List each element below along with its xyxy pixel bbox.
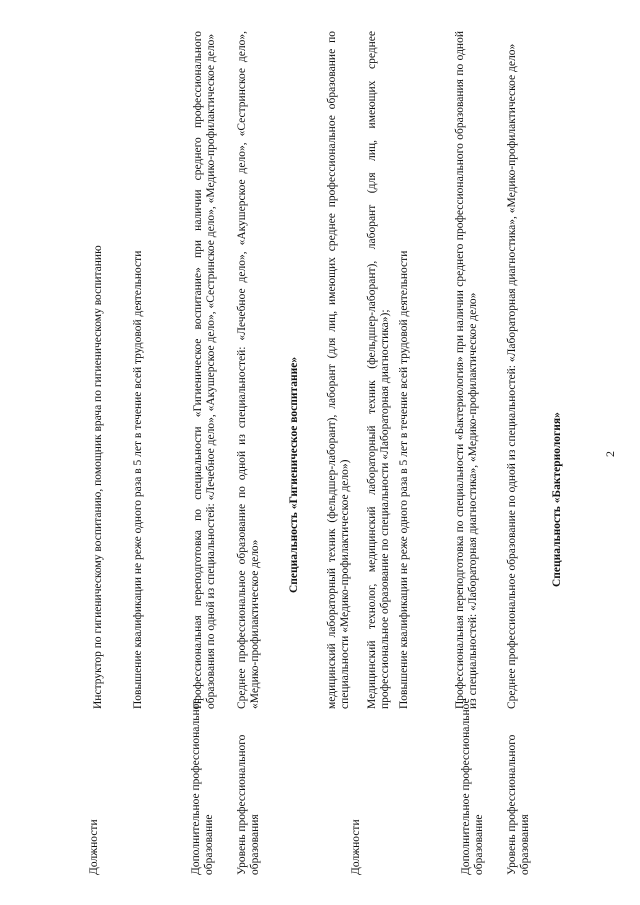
row-text-additional-education: Профессиональная переподготовка по специальности «Бактериология» при наличии среднего профессионального образования по одной из специальностей: «Лабораторная диагностика», «Медико-профилактическое дело» <box>454 31 479 709</box>
row-text-positions: Медицинский технолог, медицинский лабораторный техник (фельдшер-лаборант), лаборант (для лиц, имеющих среднее профессиональное образование по специальности «Лабораторная диагностика»); <box>366 31 391 709</box>
row-label-education-level-2: Уровень профессионального образования <box>236 734 261 875</box>
page-number: 2 <box>603 451 617 457</box>
row-label-positions: Должности <box>350 819 362 875</box>
row-text-positions-3: Инструктор по гигиеническому воспитанию, помощник врача по гигиеническому воспитанию <box>92 245 104 709</box>
row-text-education-level-2: Среднее профессиональное образование по одной из специальностей: «Лечебное дело», «Акушерское дело», «Сестринское дело», «Медико-профилактическое дело» <box>236 31 261 709</box>
row-text-additional-education-2: Профессиональная переподготовка по специальности «Гигиеническое воспитание» при наличии среднего профессионального образования по одной из специальностей: «Лечебное дело», «Акушерское дело», «Сестринское дело», «Медико-профилактическое дело» <box>192 31 217 709</box>
row-text-qualification: Повышение квалификации не реже одного раза в 5 лет в течение всей трудовой деятельности <box>398 250 410 709</box>
row-text-positions-2: медицинский лабораторный техник (фельдшер-лаборант), лаборант (для лиц, имеющих среднее профессиональное образование по специальности «Медико-профилактическое дело») <box>326 31 351 709</box>
row-label-positions-2: Должности <box>88 819 100 875</box>
row-label-education-level: Уровень профессионального образования <box>506 734 531 875</box>
row-label-additional-education-2: Дополнительное профессиональное образование <box>190 698 215 875</box>
row-text-qualification-2: Повышение квалификации не реже одного раза в 5 лет в течение всей трудовой деятельности <box>132 250 144 709</box>
section-title-bacteriology: Специальность «Бактериология» <box>551 412 563 587</box>
row-label-additional-education: Дополнительное профессиональное образование <box>460 698 485 875</box>
section-title-hygiene-education: Специальность «Гигиеническое воспитание» <box>288 356 300 593</box>
row-text-education-level: Среднее профессиональное образование по одной из специальностей: «Лабораторная диагностика», «Медико-профилактическое дело» <box>506 43 518 709</box>
